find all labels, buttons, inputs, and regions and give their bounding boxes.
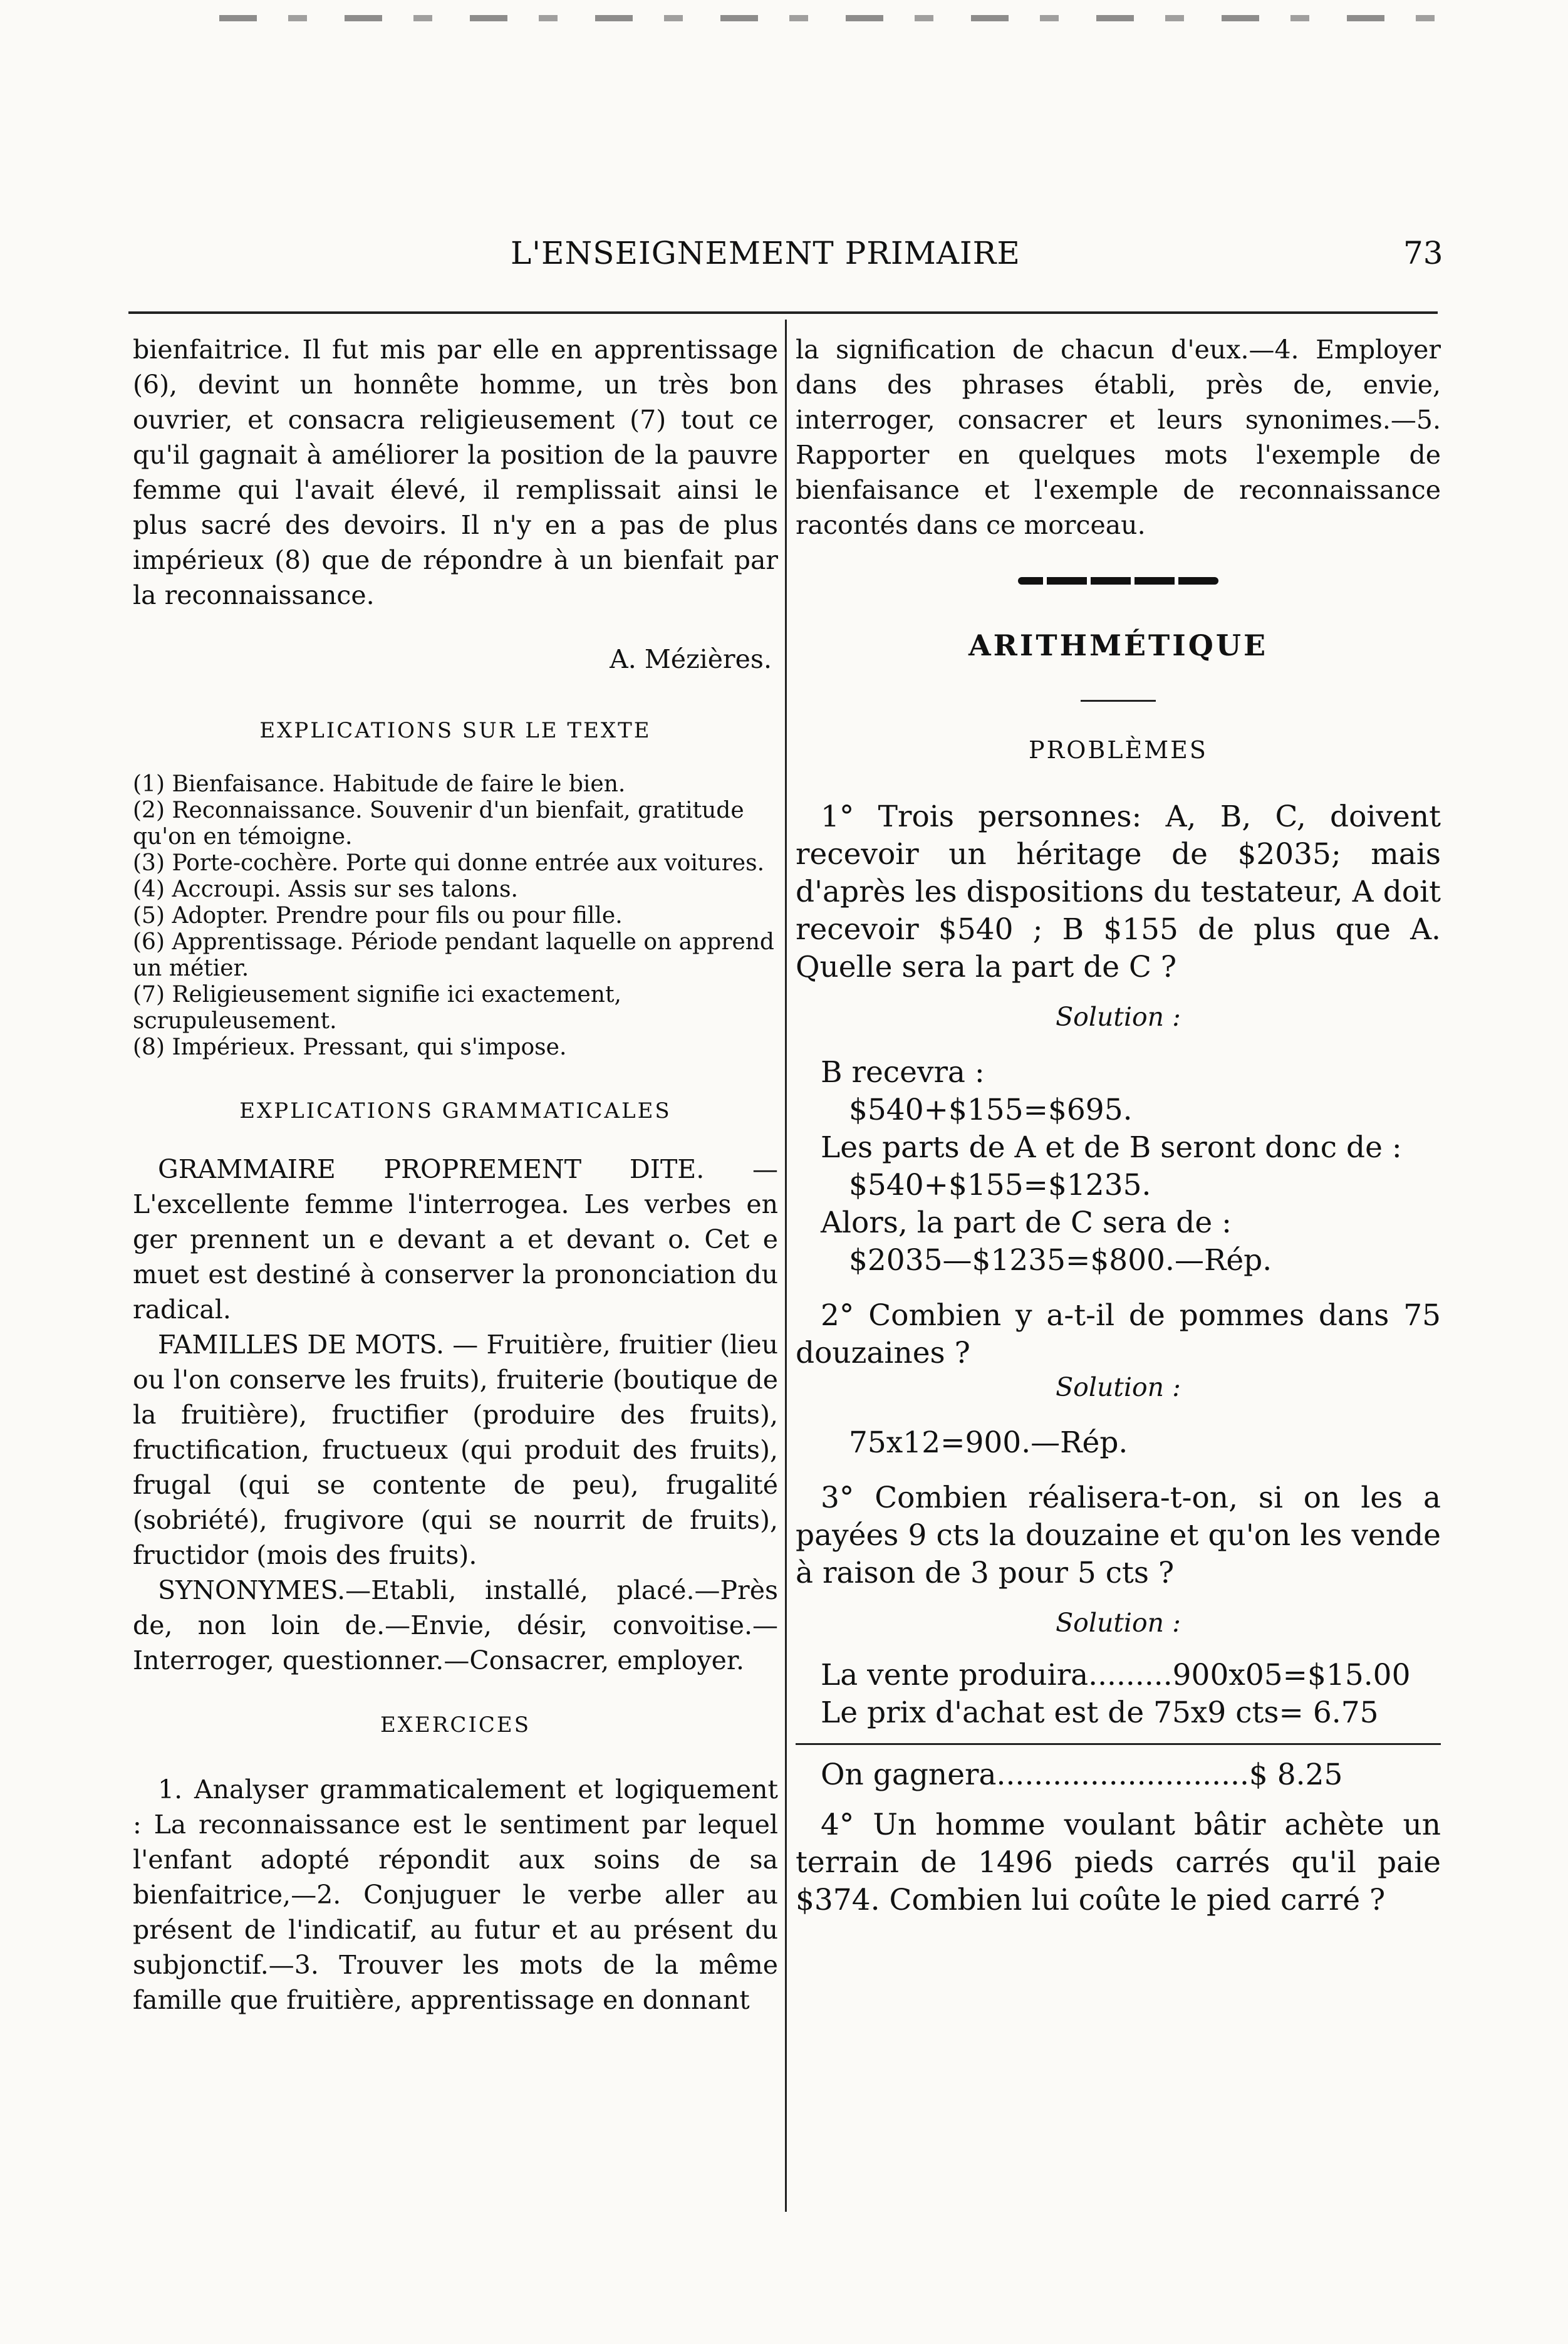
page-number: 73: [1403, 235, 1443, 271]
story-ending: bienfaitrice. Il fut mis par elle en apprentissage (6), devint un honnête homme, un très bon ouvrier, et consacra religieusement (7) tout ce qu'il gagnait à améliorer la position de la pauvre femme qui l'avait élevé, il remplissait ainsi le plus sacré des devoirs. Il n'y en a pas de plus impérieux (8) que de répondre à un bienfait par la reconnaissance.: [133, 335, 778, 610]
note-6: (6) Apprentissage. Période pendant laquelle on apprend un métier.: [133, 929, 774, 981]
running-header: L'ENSEIGNEMENT PRIMAIRE: [511, 235, 1020, 271]
problem-3: 3° Combien réalisera-t-on, si on les a payées 9 cts la douzaine et qu'on les vende à raison de 3 pour 5 cts ?: [796, 1481, 1441, 1590]
solution-2: 75x12=900.—Rép.: [849, 1425, 1128, 1460]
header-rule: [128, 311, 1438, 314]
scan-artifact-line: [219, 15, 1472, 21]
footnotes: [133, 771, 778, 1061]
note-7: (7) Religieusement signifie ici exactement, scrupuleusement.: [133, 982, 621, 1034]
short-rule: [1081, 700, 1156, 702]
solution-1-line-a: B recevra :: [821, 1055, 985, 1090]
right-column: [796, 332, 1441, 1919]
exercises-continued: la signification de chacun d'eux.—4. Employer dans des phrases établi, près de, envie, interroger, consacrer et leurs synonimes.—5. Rapporter en quelques mots l'exemple de bienfaisance et l'exemple de reconnaissance racontés dans ce morceau.: [796, 335, 1441, 540]
solution-1-line-f: $2035—$1235=$800.—Rép.: [849, 1243, 1272, 1278]
sum-rule: [796, 1743, 1441, 1745]
section-heading-exercices: EXERCICES: [380, 1712, 531, 1737]
grammar-paragraph: GRAMMAIRE PROPREMENT DITE. — L'excellente femme l'interrogea. Les verbes en ger prennent un e devant a et devant o. Cet e muet est destiné à conserver la prononciation du radical.: [133, 1154, 778, 1325]
note-8: (8) Impérieux. Pressant, qui s'impose.: [133, 1034, 567, 1060]
note-1: (1) Bienfaisance. Habitude de faire le bien.: [133, 771, 626, 797]
note-2: (2) Reconnaissance. Souvenir d'un bienfait, gratitude qu'on en témoigne.: [133, 798, 744, 850]
solution-label: Solution :: [1056, 1608, 1181, 1638]
solution-1-line-b: $540+$155=$695.: [849, 1093, 1133, 1127]
note-4: (4) Accroupi. Assis sur ses talons.: [133, 877, 518, 902]
solution-1-line-d: $540+$155=$1235.: [849, 1168, 1151, 1202]
word-families-paragraph: FAMILLES DE MOTS. — Fruitière, fruitier (lieu ou l'on conserve les fruits), fruiterie (boutique de la fruitière), fructifier (produire des fruits), fructification, fructueux (qui produit des fruits), frugal (qui se contente de peu), frugalité (sobriété), frugivore (qui se nourrit de fruits), fructidor (mois des fruits).: [133, 1330, 778, 1570]
left-column: [133, 332, 778, 2018]
section-heading-grammaticales: EXPLICATIONS GRAMMATICALES: [239, 1098, 672, 1123]
solution-3-total: On gagnera...........................$ 8.25: [821, 1758, 1343, 1792]
solution-1-line-c: Les parts de A et de B seront donc de :: [821, 1130, 1402, 1165]
subheading-problemes: PROBLÈMES: [1029, 736, 1208, 764]
synonyms-paragraph: SYNONYMES.—Etabli, installé, placé.—Près de, non loin de.—Envie, désir, convoitise.—Interroger, questionner.—Consacrer, employer.: [133, 1575, 778, 1675]
problem-1: 1° Trois personnes: A, B, C, doivent recevoir un héritage de $2035; mais d'après les dispositions du testateur, A doit recevoir $540 ; B $155 de plus que A. Quelle sera la part de C ?: [796, 800, 1441, 984]
section-heading-explications: EXPLICATIONS SUR LE TEXTE: [259, 718, 652, 743]
author-signature: A. Mézières.: [610, 644, 772, 674]
exercises-paragraph: 1. Analyser grammaticalement et logiquement : La reconnaissance est le sentiment par lequel l'enfant adopté répondit aux soins de sa bienfaitrice,—2. Conjuguer le verbe aller au présent de l'indicatif, au futur et au présent du subjonctif.—3. Trouver les mots de la même famille que fruitière, apprentissage en donnant: [133, 1774, 778, 2015]
problem-2: 2° Combien y a-t-il de pommes dans 75 douzaines ?: [796, 1298, 1441, 1370]
solution-3-line-a: La vente produira.........900x05=$15.00: [821, 1658, 1411, 1692]
column-divider: [785, 320, 787, 2212]
solution-1-line-e: Alors, la part de C sera de :: [821, 1206, 1232, 1240]
note-5: (5) Adopter. Prendre pour fils ou pour fille.: [133, 903, 623, 929]
section-heading-arithmetique: ARITHMÉTIQUE: [968, 628, 1269, 662]
solution-label: Solution :: [1056, 1372, 1181, 1402]
ornament-divider: [1018, 577, 1218, 585]
note-3: (3) Porte-cochère. Porte qui donne entrée aux voitures.: [133, 850, 765, 876]
solution-label: Solution :: [1056, 1002, 1181, 1032]
solution-3-line-b: Le prix d'achat est de 75x9 cts= 6.75: [821, 1695, 1379, 1730]
problem-4: 4° Un homme voulant bâtir achète un terrain de 1496 pieds carrés qu'il paie $374. Combien lui coûte le pied carré ?: [796, 1808, 1441, 1917]
